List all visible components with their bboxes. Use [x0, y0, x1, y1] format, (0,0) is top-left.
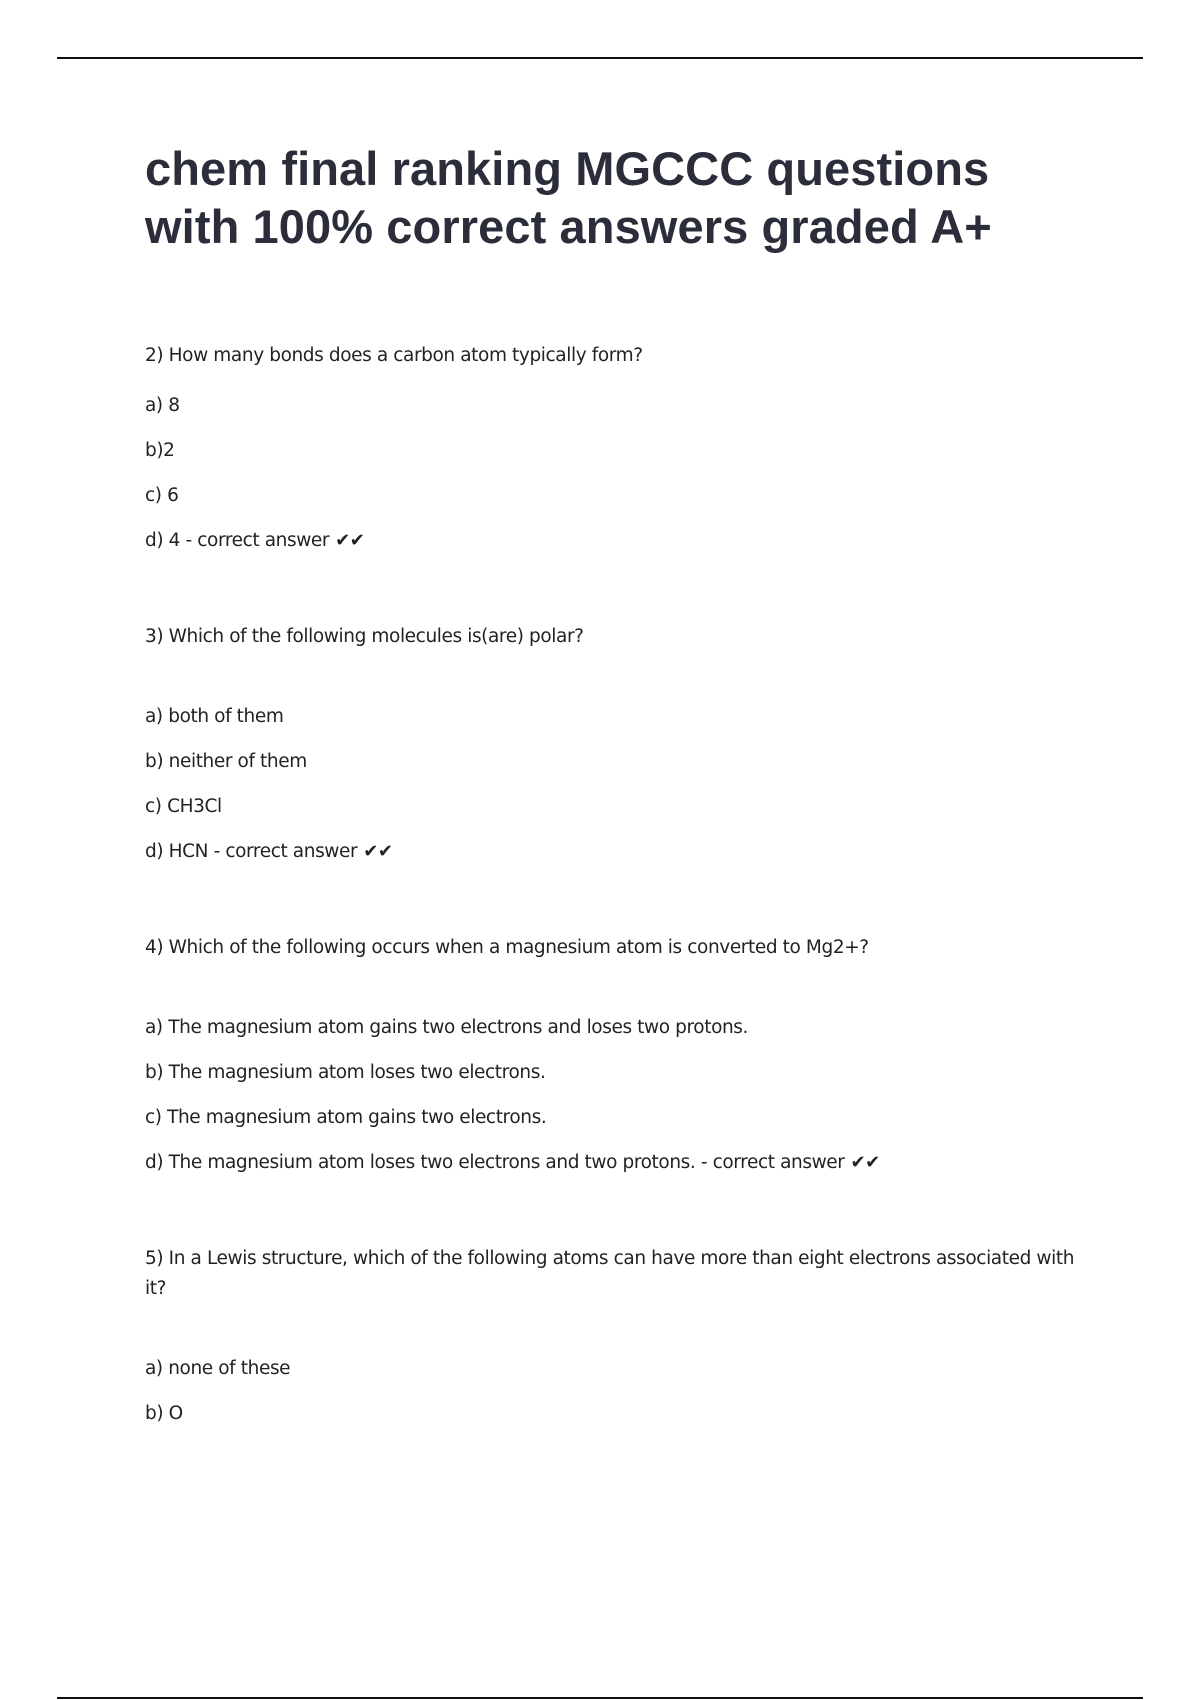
- option-a: a) both of them: [145, 706, 284, 727]
- option-a: a) The magnesium atom gains two electrons and loses two protons.: [145, 1017, 749, 1038]
- question-text: 2) How many bonds does a carbon atom typically form?: [145, 345, 643, 366]
- question-3: [145, 622, 1085, 867]
- option-text: d) HCN - correct answer: [145, 841, 358, 862]
- question-2: [145, 341, 1085, 556]
- option-b: b) The magnesium atom loses two electrons.: [145, 1062, 546, 1083]
- question-text: 3) Which of the following molecules is(are) polar?: [145, 626, 584, 647]
- option-a: a) 8: [145, 395, 180, 416]
- bottom-rule: [57, 1697, 1143, 1699]
- question-4: [145, 933, 1085, 1178]
- option-c: c) CH3Cl: [145, 796, 222, 817]
- option-b: b)2: [145, 440, 175, 461]
- option-d-correct: [145, 837, 1085, 867]
- option-a: a) none of these: [145, 1358, 291, 1379]
- option-text: d) The magnesium atom loses two electrons and two protons. - correct answer: [145, 1152, 845, 1173]
- option-c: c) The magnesium atom gains two electrons.: [145, 1107, 547, 1128]
- option-c: c) 6: [145, 485, 179, 506]
- question-text: 5) In a Lewis structure, which of the following atoms can have more than eight electrons associated with it?: [145, 1248, 1075, 1299]
- option-b: b) O: [145, 1403, 183, 1424]
- question-text: 4) Which of the following occurs when a magnesium atom is converted to Mg2+?: [145, 937, 869, 958]
- double-check-icon: ✔✔: [363, 841, 393, 862]
- double-check-icon: ✔✔: [335, 530, 365, 551]
- option-d-correct: [145, 1148, 1085, 1178]
- top-rule: [57, 57, 1143, 59]
- option-d-correct: [145, 526, 1085, 556]
- option-text: d) 4 - correct answer: [145, 530, 330, 551]
- double-check-icon: ✔✔: [850, 1152, 880, 1173]
- question-list: [145, 341, 1085, 1429]
- document-title: chem final ranking MGCCC questions with 100% correct answers graded A+: [145, 142, 992, 253]
- document-page: [145, 140, 1085, 1495]
- option-b: b) neither of them: [145, 751, 307, 772]
- question-5: [145, 1244, 1085, 1429]
